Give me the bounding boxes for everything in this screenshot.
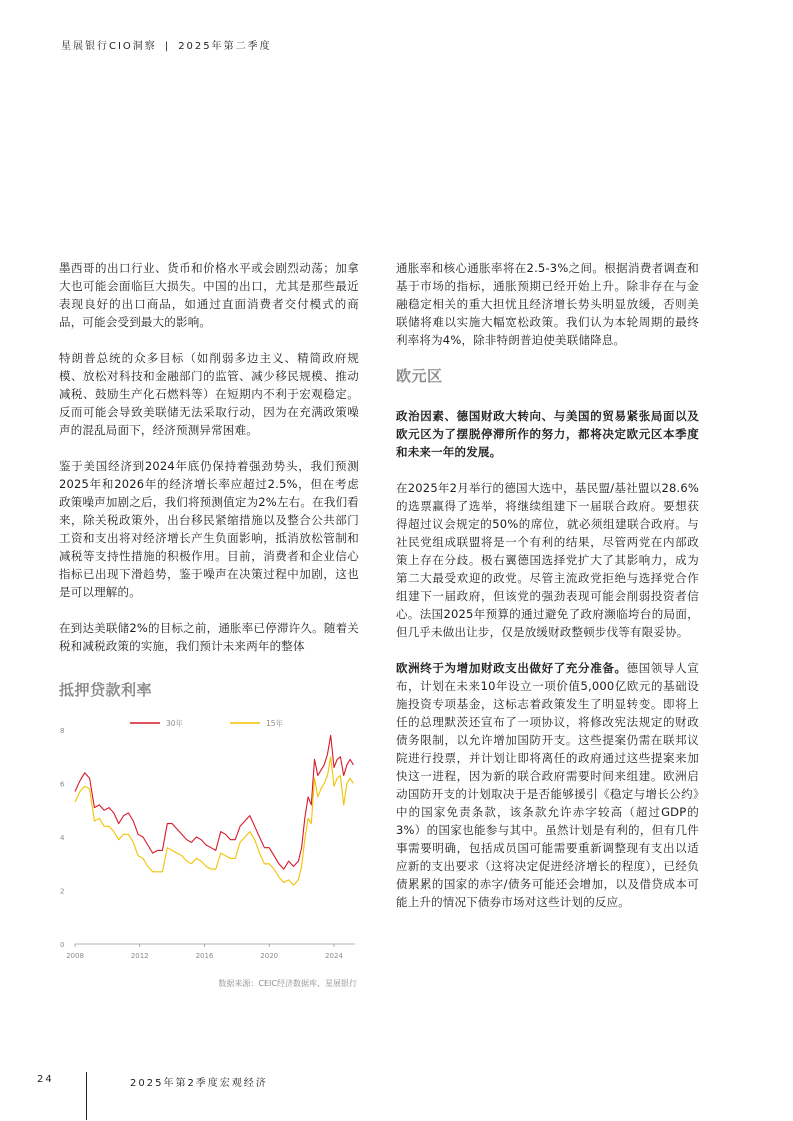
y-tick-label: 0 (60, 941, 65, 949)
legend-label: 30年 (166, 719, 184, 728)
x-tick-label: 2024 (325, 952, 343, 960)
footer-title: 2025年第2季度宏观经济 (130, 1078, 268, 1089)
footer-divider (86, 1072, 87, 1120)
paragraph: 在到达美联储2%的目标之前，通胀率已停滞许久。随着关税和减税政策的实施，我们预计未来两年的整体 (59, 621, 359, 653)
header-separator: | (164, 41, 171, 52)
series-line-15yr (75, 757, 353, 885)
section-heading: 欧元区 (396, 367, 443, 385)
lead-paragraph: 政治因素、德国财政大转向、与美国的贸易紧张局面以及欧元区为了摆脱停滞所作的努力，都将决定欧元区本季度和未来一年的发展。 (396, 409, 699, 459)
header-issue: 2025年第二季度 (178, 41, 272, 52)
chart-title: 抵押贷款利率 (59, 681, 153, 699)
header-brand: 星展银行CIO洞察 (61, 41, 157, 52)
paragraph: 特朗普总统的众多目标（如削弱多边主义、精简政府规模、放松对科技和金融部门的监管、减少移民规模、推动减税、鼓励生产化石燃料等）在短期内不利于宏观稳定。反而可能会导致美联储无法采取行动，因为在充满政策噪声的混乱局面下，经济预测异常困难。 (59, 351, 359, 437)
paragraph-text: 德国领导人宣布，计划在未来10年设立一项价值5,000亿欧元的基础设施投资专项基金，这标志着政策发生了明显转变。即将上任的总理默茨还宣布了一项协议，将修改宪法规定的财政债务限制，以允许增加国防开支。这些提案仍需在联邦议院进行投票，并计划让即将离任的政府通过这些提案来加快这一进程，因为新的联合政府需要时间来组建。欧洲启动国防开支的计划取决于是否能够援引《稳定与增长公约》中的国家免责条款，该条款允许赤字较高（超过GDP的3%）的国家也能参与其中。虽然计划是有利的，但有几件事需要明确，包括成员国可能需要重新调整现有支出以适应新的支出要求（这将决定促进经济增长的程度），已经负债累累的国家的赤字/债务可能还会增加，以及借贷成本可能上升的情况下债券市场对这些计划的反应。 (396, 661, 699, 909)
y-tick-label: 4 (60, 834, 65, 842)
x-tick-label: 2008 (66, 952, 84, 960)
x-tick-label: 2020 (260, 952, 279, 960)
right-column (396, 259, 699, 929)
x-tick-label: 2012 (130, 952, 149, 960)
chart-source: 数据来源：CEIC经济数据库、星展银行 (218, 979, 357, 988)
left-column (59, 259, 359, 673)
mortgage-rate-chart (55, 712, 360, 967)
paragraph: 通胀率和核心通胀率将在2.5-3%之间。根据消费者调查和基于市场的指标，通胀预期已经开始上升。除非存在与金融稳定相关的重大担忧且经济增长势头明显放缓，否则美联储将难以实施大幅宽松政策。我们认为本轮周期的最终利率将为4%，除非特朗普迫使美联储降息。 (396, 261, 699, 347)
paragraph: 在2025年2月举行的德国大选中，基民盟/基社盟以28.6%的选票赢得了选举，将继续组建下一届联合政府。要想获得超过议会规定的50%的席位，就必须组建联合政府。与社民党组成联盟将是一个有利的结果，尽管两党在内部政策上存在分歧。极右翼德国选择党扩大了其影响力，成为第二大最受欢迎的政党。尽管主流政党拒绝与选择党合作组建下一届政府，但该党的强劲表现可能会削弱投资者信心。法国2025年预算的通过避免了政府濒临垮台的局面，但几乎未做出让步，仅是放缓财政整顿步伐等有限妥协。 (396, 481, 699, 639)
x-tick-label: 2016 (195, 952, 214, 960)
series-line-30yr (75, 735, 353, 869)
y-tick-label: 2 (60, 887, 65, 896)
paragraph: 墨西哥的出口行业、货币和价格水平或会剧烈动荡；加拿大也可能会面临巨大损失。中国的出口，尤其是那些最近表现良好的出口商品，如通过直面消费者交付模式的商品，可能会受到最大的影响。 (59, 261, 359, 329)
legend-label: 15年 (266, 719, 284, 728)
page-header (61, 37, 272, 52)
page-number: 24 (37, 1074, 54, 1085)
paragraph: 鉴于美国经济到2024年底仍保持着强劲势头，我们预测2025年和2026年的经济增长率应超过2.5%，但在考虑政策噪声加剧之后，我们将预测值定为2%左右。在我们看来，除关税政策外，出台移民紧缩措施以及整合公共部门工资和支出将对经济增长产生负面影响，抵消放松管制和减税等支持性措施的积极作用。目前，消费者和企业信心指标已出现下滑趋势，鉴于噪声在决策过程中加剧，这也是可以理解的。 (59, 459, 359, 599)
y-tick-label: 8 (60, 727, 65, 735)
bold-lead-sentence: 欧洲终于为增加财政支出做好了充分准备。 (396, 661, 627, 675)
y-tick-label: 6 (60, 780, 65, 789)
paragraph (396, 659, 699, 911)
